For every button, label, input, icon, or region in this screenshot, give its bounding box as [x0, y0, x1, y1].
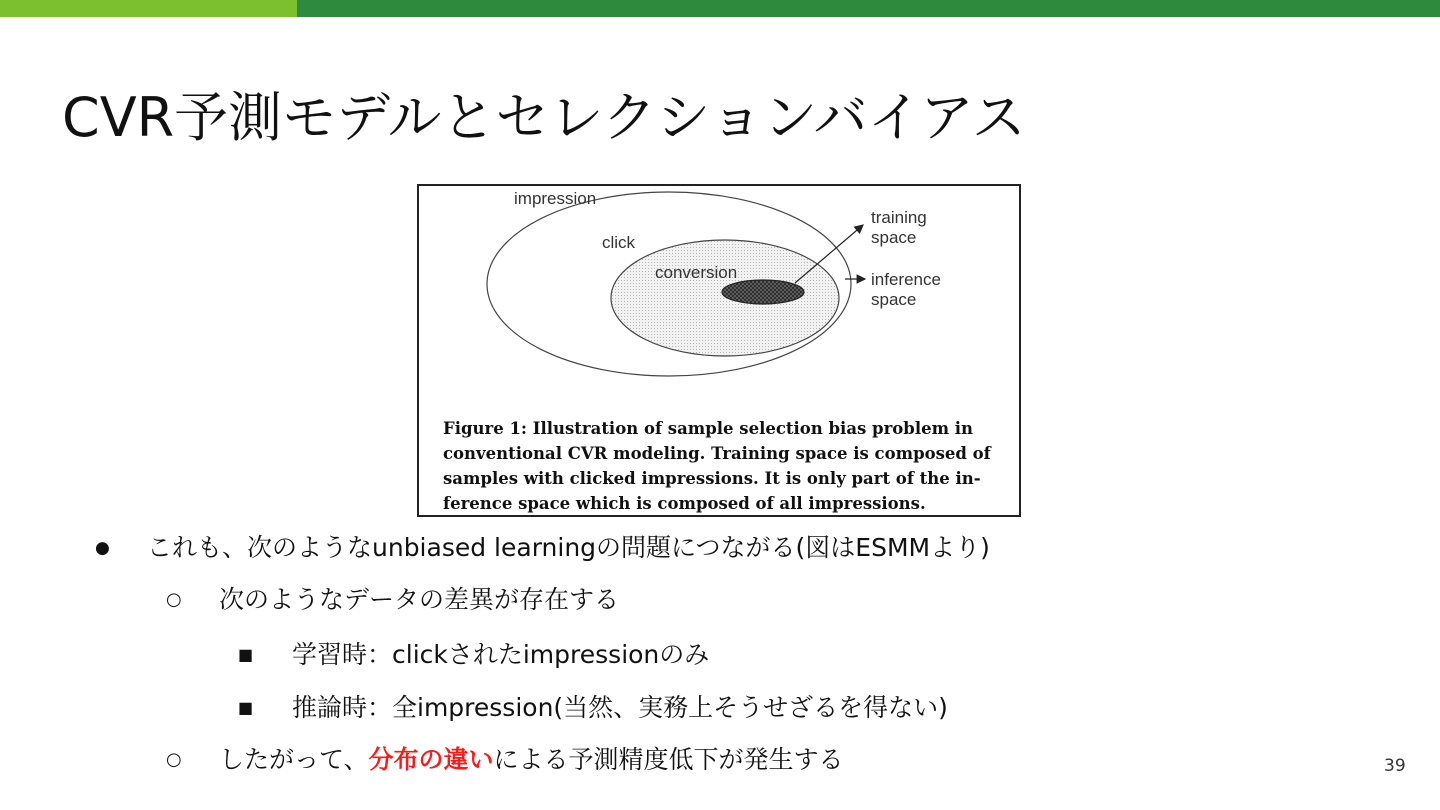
conversion-label: conversion: [655, 263, 738, 282]
conversion-ellipse: [722, 280, 804, 304]
bullet-text: 推論時：全impression(当然、実務上そうせざるを得ない): [292, 693, 948, 722]
page-number: 39: [1384, 756, 1406, 776]
inference-label-line1: inference: [871, 270, 941, 289]
training-label-line2: space: [871, 228, 917, 247]
inference-label-line2: space: [871, 290, 917, 309]
bullet-square-icon: ■: [238, 698, 254, 717]
esmm-figure: [417, 184, 1021, 517]
bullet-circle-icon: ○: [166, 749, 182, 770]
bullet-text: 次のようなデータの差異が存在する: [219, 585, 620, 614]
top-accent-bar: [0, 0, 1440, 17]
bullet-text: 学習時：clickされたimpressionのみ: [292, 640, 710, 669]
click-label: click: [602, 233, 636, 252]
training-label-line1: training: [871, 208, 927, 227]
click-ellipse: [611, 240, 839, 356]
bullet-text-after: による予測精度低下が発生する: [493, 745, 844, 774]
figure-caption: Figure 1: Illustration of sample selection bias problem in conventional CVR modeling. Training space is composed of samples with clicked impressions. It is only part of the in-ference space which is composed of all impressions.: [443, 419, 991, 513]
bullet-text: [219, 740, 844, 780]
slide-title: CVR予測モデルとセレクションバイアス: [62, 86, 1026, 149]
highlight-text: 分布の違い: [368, 745, 494, 774]
bullet-text-before: したがって、: [219, 745, 369, 774]
bullet-square-icon: ■: [238, 645, 254, 664]
top-bar-dark-segment: [297, 0, 1440, 17]
bullet-disc-icon: ●: [95, 538, 110, 558]
impression-label: impression: [514, 189, 597, 208]
bullet-text: これも、次のようなunbiased learningの問題につながる(図はESMMより): [147, 533, 990, 562]
top-bar-light-segment: [0, 0, 297, 17]
bullet-circle-icon: ○: [166, 589, 182, 610]
